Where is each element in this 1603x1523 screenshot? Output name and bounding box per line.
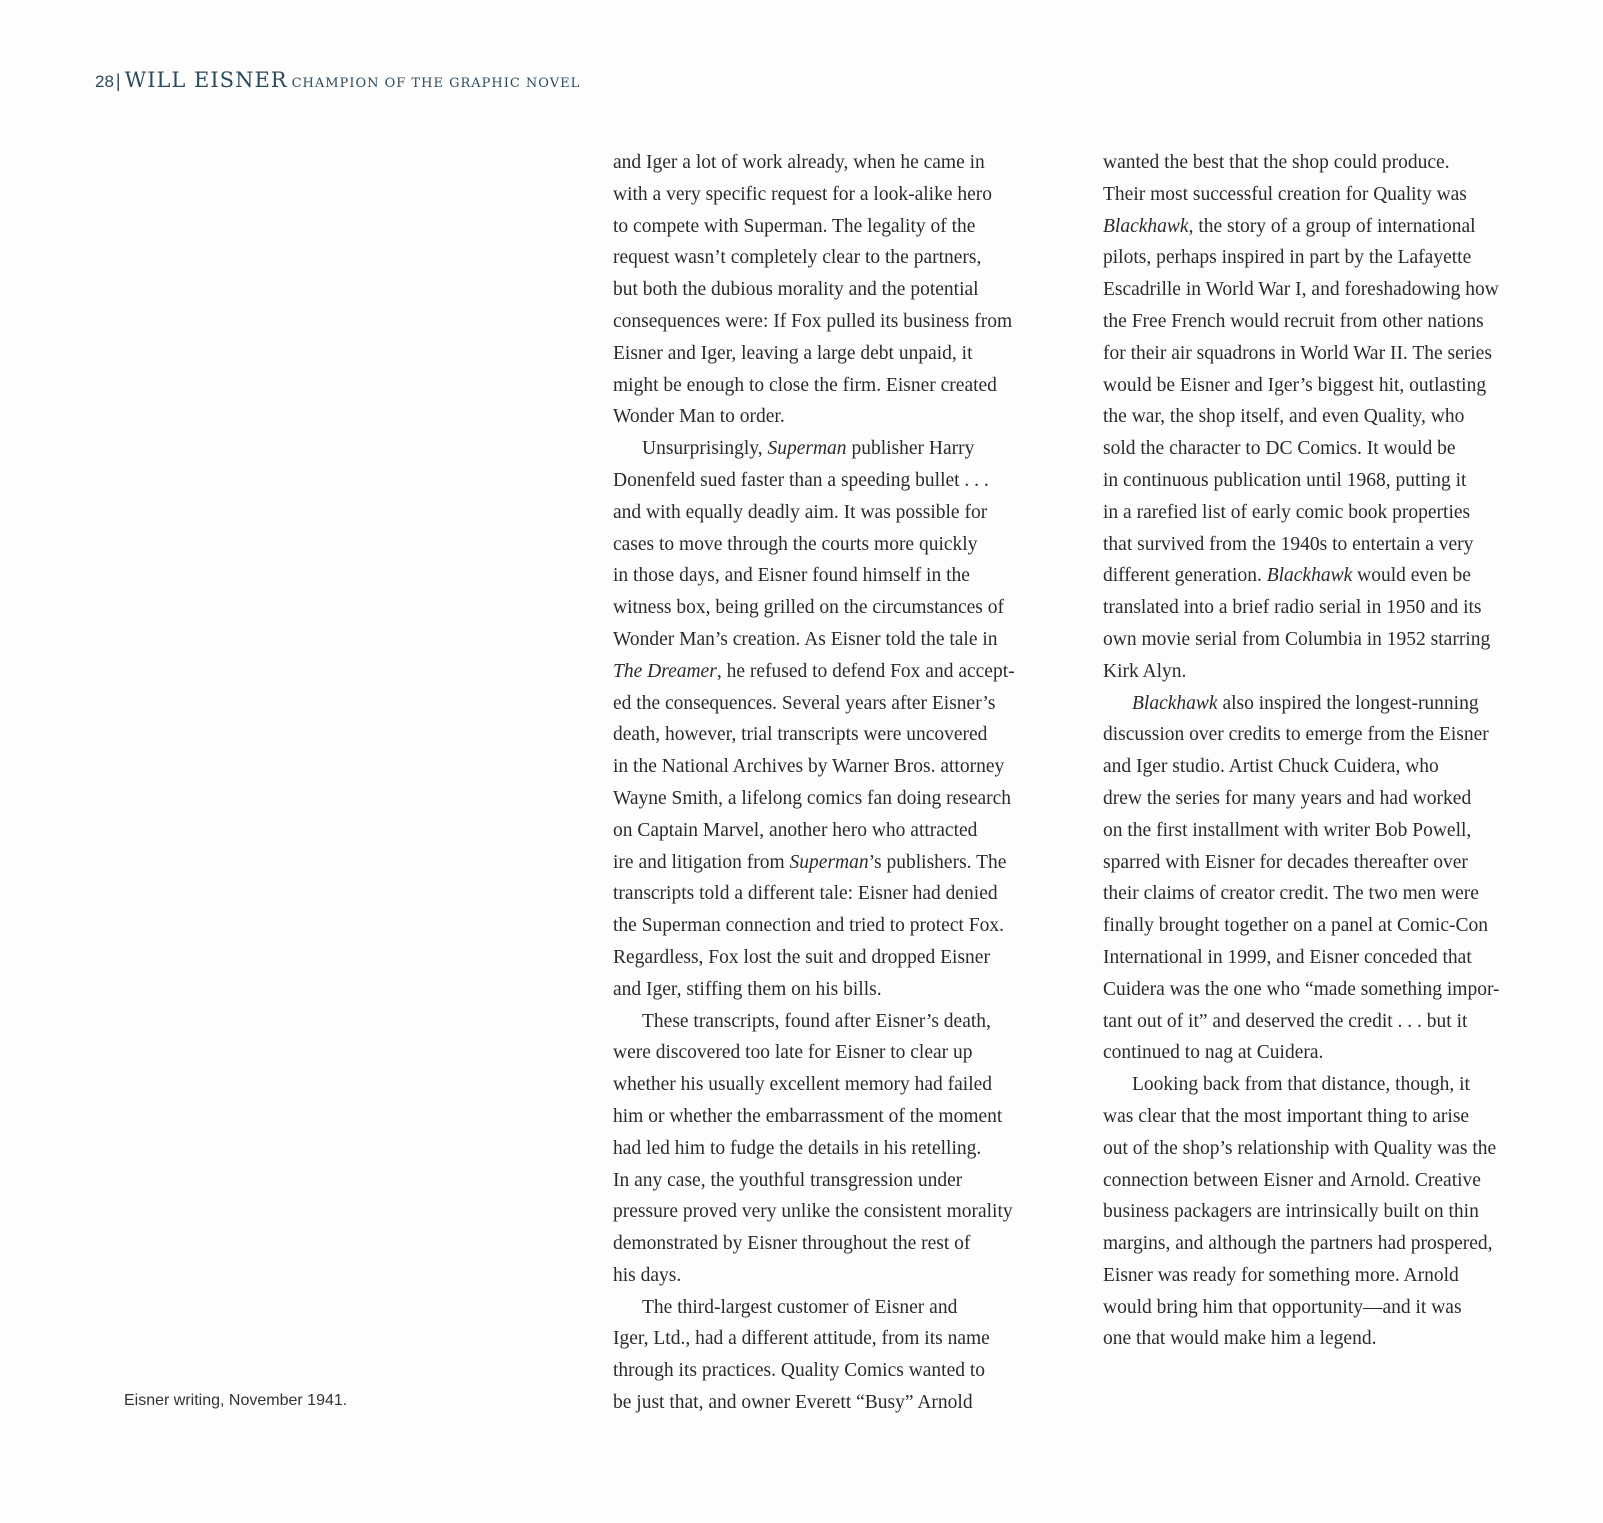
text-run: Cuidera was the one who “made something impor-: [1103, 978, 1500, 1000]
text-line: [1103, 910, 1545, 942]
text-run: consequences were: If Fox pulled its business from: [613, 310, 1013, 332]
text-run: In any case, the youthful transgression under: [613, 1169, 963, 1191]
text-line: [613, 1228, 1055, 1260]
text-run: his days.: [613, 1264, 682, 1286]
text-run: wanted the best that the shop could produce.: [1103, 152, 1450, 173]
text-run: with a very specific request for a look-alike hero: [613, 183, 993, 205]
text-run: Donenfeld sued faster than a speeding bullet . . .: [613, 469, 989, 491]
text-run: The third-largest customer of Eisner and: [642, 1296, 958, 1318]
text-line: [1103, 1260, 1545, 1292]
text-run: transcripts told a different tale: Eisner had denied: [613, 883, 998, 905]
text-run: translated into a brief radio serial in 1950 and its: [1103, 597, 1482, 619]
text-run: Wayne Smith, a lifelong comics fan doing research: [613, 787, 1012, 809]
text-run: would be Eisner and Iger’s biggest hit, outlasting: [1103, 374, 1487, 396]
text-run: one that would make him a legend.: [1103, 1328, 1377, 1350]
text-run: cases to move through the courts more quickly: [613, 533, 978, 555]
text-line: [613, 497, 1055, 529]
text-run: ’s publishers. The: [868, 851, 1007, 873]
text-run: the war, the shop itself, and even Quality, who: [1103, 406, 1465, 428]
text-run: connection between Eisner and Arnold. Creative: [1103, 1169, 1481, 1191]
text-line: [1103, 942, 1545, 974]
text-run: would even be: [1352, 565, 1471, 587]
text-run: ed the consequences. Several years after Eisner’s: [613, 692, 996, 714]
text-line: [1103, 878, 1545, 910]
text-run: would bring him that opportunity—and it was: [1103, 1296, 1462, 1318]
text-run: were discovered too late for Eisner to clear up: [613, 1042, 973, 1064]
text-run: and Iger, stiffing them on his bills.: [613, 978, 882, 1000]
text-line: [613, 1037, 1055, 1069]
text-line: [1103, 1292, 1545, 1324]
text-line: [613, 1260, 1055, 1292]
text-line: [613, 783, 1055, 815]
text-line: [613, 1165, 1055, 1197]
text-run: , the story of a group of international: [1188, 215, 1476, 237]
text-run: be just that, and owner Everett “Busy” Arnold: [613, 1392, 973, 1414]
text-line: [1103, 370, 1545, 402]
text-run: Wonder Man to order.: [613, 406, 785, 428]
text-run: also inspired the longest-running: [1217, 692, 1479, 714]
text-run: was clear that the most important thing to arise: [1103, 1105, 1470, 1127]
text-run: and Iger a lot of work already, when he came in: [613, 152, 985, 173]
italic-title: Superman: [767, 438, 847, 460]
text-line: [613, 370, 1055, 402]
text-line: [613, 974, 1055, 1006]
text-run: and with equally deadly aim. It was possible for: [613, 501, 988, 523]
text-line: [1103, 974, 1545, 1006]
text-run: sparred with Eisner for decades thereafter over: [1103, 851, 1468, 873]
text-line: [1103, 401, 1545, 433]
text-line: [1103, 147, 1545, 179]
text-run: the Free French would recruit from other nations: [1103, 310, 1484, 332]
text-run: margins, and although the partners had prospered,: [1103, 1233, 1493, 1255]
text-line: [1103, 656, 1545, 688]
text-run: on Captain Marvel, another hero who attracted: [613, 819, 978, 841]
text-line: [1103, 624, 1545, 656]
text-line: [613, 338, 1055, 370]
text-run: business packagers are intrinsically built on thin: [1103, 1201, 1479, 1223]
text-run: pressure proved very unlike the consistent morality: [613, 1201, 1013, 1223]
text-line: [613, 529, 1055, 561]
text-run: in continuous publication until 1968, putting it: [1103, 469, 1467, 491]
text-run: Eisner was ready for something more. Arnold: [1103, 1264, 1459, 1286]
text-line: [613, 1323, 1055, 1355]
text-run: Looking back from that distance, though, it: [1132, 1074, 1470, 1096]
text-run: These transcripts, found after Eisner’s death,: [642, 1010, 991, 1032]
text-line: [613, 1292, 1055, 1324]
text-run: own movie serial from Columbia in 1952 starring: [1103, 628, 1491, 650]
italic-title: The Dreamer: [613, 660, 717, 682]
text-line: [613, 1355, 1055, 1387]
text-line: [1103, 211, 1545, 243]
italic-title: Superman: [789, 851, 869, 873]
text-line: [613, 942, 1055, 974]
text-run: Iger, Ltd., had a different attitude, from its name: [613, 1328, 990, 1350]
text-line: [613, 910, 1055, 942]
text-run: request wasn’t completely clear to the partners,: [613, 247, 982, 269]
text-run: that survived from the 1940s to entertain a very: [1103, 533, 1474, 555]
text-line: [613, 719, 1055, 751]
text-line: [613, 1387, 1055, 1419]
text-run: might be enough to close the firm. Eisner created: [613, 374, 997, 396]
text-run: had led him to fudge the details in his retelling.: [613, 1137, 982, 1159]
text-line: [1103, 815, 1545, 847]
text-line: [1103, 1133, 1545, 1165]
text-run: death, however, trial transcripts were uncovered: [613, 724, 988, 746]
text-run: International in 1999, and Eisner conceded that: [1103, 946, 1472, 968]
text-line: [613, 1196, 1055, 1228]
text-line: [1103, 433, 1545, 465]
text-run: him or whether the embarrassment of the moment: [613, 1105, 1003, 1127]
text-run: tant out of it” and deserved the credit . . . but it: [1103, 1010, 1468, 1032]
text-line: [1103, 688, 1545, 720]
text-run: out of the shop’s relationship with Quality was the: [1103, 1137, 1497, 1159]
text-line: [1103, 1165, 1545, 1197]
text-line: [1103, 751, 1545, 783]
text-line: [1103, 847, 1545, 879]
text-run: different generation.: [1103, 565, 1267, 587]
text-run: finally brought together on a panel at Comic-Con: [1103, 915, 1489, 937]
italic-title: Blackhawk: [1132, 692, 1218, 714]
text-line: [1103, 179, 1545, 211]
text-run: Unsurprisingly,: [642, 438, 768, 460]
photo-caption: Eisner writing, November 1941.: [124, 1392, 348, 1409]
text-line: [613, 656, 1055, 688]
text-line: [613, 465, 1055, 497]
text-line: [613, 147, 1055, 179]
text-run: Their most successful creation for Quality was: [1103, 183, 1467, 205]
text-run: and Iger studio. Artist Chuck Cuidera, who: [1103, 756, 1439, 778]
book-subtitle: CHAMPION OF THE GRAPHIC NOVEL: [291, 76, 581, 91]
text-line: [1103, 592, 1545, 624]
text-line: [1103, 465, 1545, 497]
text-line: [1103, 338, 1545, 370]
text-line: [613, 624, 1055, 656]
text-run: ire and litigation from: [613, 851, 790, 873]
text-line: [613, 179, 1055, 211]
text-line: [1103, 306, 1545, 338]
text-line: [613, 560, 1055, 592]
text-run: Wonder Man’s creation. As Eisner told the tale in: [613, 628, 998, 650]
text-line: [613, 274, 1055, 306]
text-line: [613, 1069, 1055, 1101]
text-line: [1103, 1323, 1545, 1355]
text-run: demonstrated by Eisner throughout the rest of: [613, 1233, 971, 1255]
text-run: Regardless, Fox lost the suit and dropped Eisner: [613, 946, 990, 968]
text-run: discussion over credits to emerge from the Eisner: [1103, 724, 1489, 746]
italic-title: Blackhawk: [1103, 215, 1189, 237]
text-line: [1103, 1037, 1545, 1069]
text-line: [613, 242, 1055, 274]
text-run: publisher Harry: [846, 438, 975, 460]
text-run: their claims of creator credit. The two men were: [1103, 883, 1479, 905]
text-line: [613, 751, 1055, 783]
text-line: [1103, 783, 1545, 815]
text-run: the Superman connection and tried to protect Fox.: [613, 915, 1004, 937]
text-line: [613, 878, 1055, 910]
text-run: to compete with Superman. The legality of the: [613, 215, 976, 237]
text-run: Escadrille in World War I, and foreshadowing how: [1103, 279, 1499, 301]
text-line: [613, 688, 1055, 720]
text-line: [1103, 719, 1545, 751]
text-line: [1103, 529, 1545, 561]
text-run: Eisner and Iger, leaving a large debt unpaid, it: [613, 342, 973, 364]
body-column-right: [1103, 147, 1545, 1355]
text-line: [613, 306, 1055, 338]
text-run: Kirk Alyn.: [1103, 660, 1187, 682]
text-run: drew the series for many years and had worked: [1103, 787, 1472, 809]
body-column-left: [613, 147, 1055, 1419]
text-line: [1103, 274, 1545, 306]
text-line: [613, 433, 1055, 465]
italic-title: Blackhawk: [1266, 565, 1353, 587]
text-run: sold the character to DC Comics. It would be: [1103, 438, 1456, 460]
page-number: 28: [95, 72, 114, 91]
text-run: , he refused to defend Fox and accept-: [716, 660, 1015, 682]
header-separator: |: [115, 71, 121, 91]
text-run: whether his usually excellent memory had failed: [613, 1074, 993, 1096]
running-head: [95, 68, 580, 92]
text-line: [1103, 1196, 1545, 1228]
text-line: [613, 592, 1055, 624]
text-line: [1103, 1228, 1545, 1260]
text-line: [613, 1101, 1055, 1133]
text-run: witness box, being grilled on the circumstances of: [613, 597, 1004, 619]
text-run: in those days, and Eisner found himself in the: [613, 565, 970, 587]
text-line: [1103, 560, 1545, 592]
text-run: pilots, perhaps inspired in part by the Lafayette: [1103, 247, 1472, 269]
text-run: on the first installment with writer Bob Powell,: [1103, 819, 1472, 841]
text-run: continued to nag at Cuidera.: [1103, 1042, 1324, 1064]
text-run: in the National Archives by Warner Bros. attorney: [613, 756, 1005, 778]
text-line: [1103, 1101, 1545, 1133]
text-line: [613, 1006, 1055, 1038]
text-line: [1103, 1006, 1545, 1038]
book-author: WILL EISNER: [124, 68, 288, 92]
text-line: [1103, 497, 1545, 529]
text-line: [613, 1133, 1055, 1165]
text-run: for their air squadrons in World War II. The series: [1103, 342, 1492, 364]
text-line: [1103, 242, 1545, 274]
text-run: through its practices. Quality Comics wanted to: [613, 1360, 986, 1382]
text-line: [1103, 1069, 1545, 1101]
text-run: but both the dubious morality and the potential: [613, 279, 979, 301]
text-line: [613, 847, 1055, 879]
text-line: [613, 401, 1055, 433]
text-line: [613, 815, 1055, 847]
text-run: in a rarefied list of early comic book properties: [1103, 501, 1471, 523]
text-line: [613, 211, 1055, 243]
